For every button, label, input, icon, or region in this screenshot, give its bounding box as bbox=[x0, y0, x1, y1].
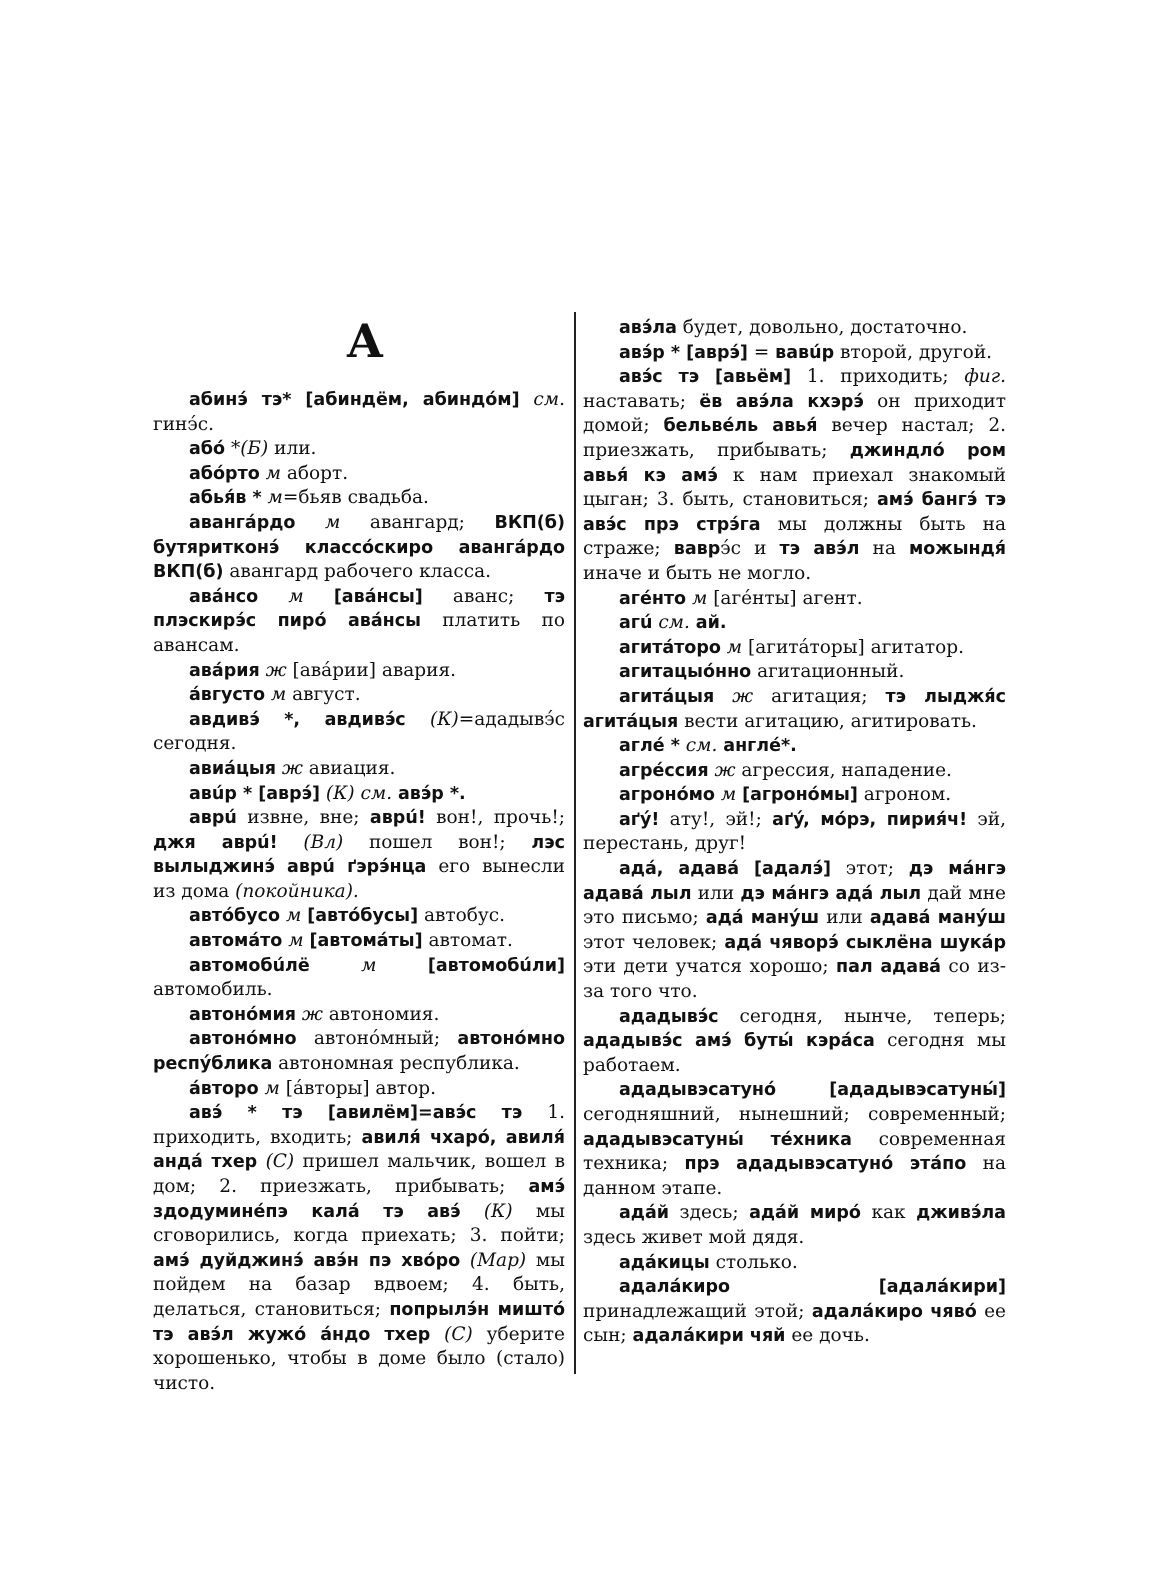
definition-text: эти дети учатся хорошо; bbox=[583, 956, 837, 978]
grammar-label: ж bbox=[281, 757, 303, 779]
definition-text: авангард рабочего класса. bbox=[223, 561, 492, 583]
headword: ВКП(б) бутяритконэ́ классóскиро авангáрдо ВКП(б) bbox=[153, 512, 565, 583]
headword: аврú bbox=[189, 808, 237, 829]
headword: автонóмно bbox=[189, 1029, 297, 1050]
dictionary-entry bbox=[583, 587, 1006, 612]
headword: дэ мáнгэ адавá лыл bbox=[583, 859, 1006, 904]
definition-text: автомобиль. bbox=[153, 979, 273, 1001]
headword: авáнсо bbox=[189, 586, 259, 607]
headword: амэ́ бангэ́ тэ авэ́с прэ стрэ́га bbox=[583, 490, 1007, 535]
grammar-label: м bbox=[691, 587, 708, 609]
dictionary-entry bbox=[153, 659, 565, 684]
headword: амэ́ дуйджинэ́ авэ́н пэ хвóро bbox=[153, 1250, 461, 1271]
definition-text: иначе и быть не могло. bbox=[583, 562, 812, 584]
dictionary-entry bbox=[583, 1275, 1006, 1349]
definition-text: сегодня мы работаем. bbox=[583, 1030, 1006, 1076]
headword: авáрия bbox=[189, 660, 260, 681]
dictionary-entry bbox=[153, 1077, 565, 1102]
definition-text: [агитáторы] агитатор. bbox=[742, 636, 964, 658]
dictionary-entry bbox=[583, 857, 1006, 1005]
dictionary-entry bbox=[583, 783, 1006, 808]
definition-text bbox=[304, 586, 334, 607]
headword: авэ́ * тэ [авилём]=авэ́с тэ bbox=[189, 1103, 523, 1124]
headword: тэ авэ́л bbox=[779, 539, 860, 560]
headword: англé*. bbox=[723, 736, 797, 757]
headword: [автомобúли] bbox=[427, 955, 565, 976]
grammar-label: ж bbox=[265, 659, 287, 681]
dictionary-entry bbox=[153, 904, 565, 929]
grammar-label: (Мар) bbox=[469, 1249, 527, 1271]
definition-text: вечер настал; 2. приезжать, прибывать; bbox=[583, 415, 1006, 461]
dictionary-entry bbox=[583, 365, 1006, 586]
headword: авангáрдо bbox=[189, 512, 296, 533]
definition-text: авиация. bbox=[302, 757, 396, 779]
definition-text bbox=[376, 955, 427, 976]
definition-text bbox=[430, 1324, 444, 1345]
headword: адáй мирó bbox=[749, 1203, 861, 1224]
definition-text: уберите хорошенько, чтобы в доме было (стало) чисто. bbox=[153, 1323, 565, 1394]
definition-text: август. bbox=[286, 684, 361, 706]
definition-text: на bbox=[859, 538, 909, 560]
left-entries bbox=[153, 388, 565, 1396]
definition-text: автономия. bbox=[322, 1003, 440, 1025]
definition-text: = bbox=[747, 341, 776, 363]
definition-text bbox=[460, 1250, 470, 1271]
headword: адá, адавá [адалэ́] bbox=[619, 859, 831, 880]
headword: авэ́р * [аврэ́] bbox=[619, 342, 748, 363]
grammar-label: м bbox=[325, 511, 341, 533]
headword: можындя́ bbox=[908, 539, 1006, 560]
grammar-label: ж bbox=[301, 1003, 323, 1025]
definition-text: мы сговорились, когда приехать; 3. пойти; bbox=[153, 1200, 565, 1247]
grammar-label: м bbox=[264, 1077, 280, 1099]
definition-text: [áвторы] автор. bbox=[279, 1077, 436, 1099]
dictionary-entry bbox=[153, 929, 565, 954]
headword: áвторо bbox=[189, 1078, 259, 1099]
dictionary-entry bbox=[583, 734, 1006, 759]
definition-text: к нам приехал знакомый цыган; 3. быть, становиться; bbox=[583, 464, 1006, 511]
definition-text bbox=[461, 1201, 484, 1222]
definition-text: со из-за того что. bbox=[583, 956, 1006, 1003]
dictionary-entry bbox=[583, 759, 1006, 784]
headword: прэ ададывэсатунó этáпо bbox=[684, 1154, 967, 1175]
definition-text: или bbox=[819, 907, 870, 929]
definition-text: э́с и bbox=[720, 538, 780, 560]
dictionary-entry bbox=[153, 437, 565, 462]
headword: агú bbox=[619, 613, 653, 634]
dictionary-entry bbox=[583, 808, 1006, 857]
definition-text: он приходит домой; bbox=[583, 390, 1006, 437]
headword: агéнто bbox=[619, 588, 687, 609]
grammar-label: м bbox=[361, 954, 377, 976]
definition-text: этот; bbox=[830, 858, 909, 880]
definition-text: автонóмный; bbox=[296, 1028, 458, 1050]
grammar-label: м bbox=[265, 462, 281, 484]
definition-text: дай мне это письмо; bbox=[583, 882, 1007, 929]
headword: адáй bbox=[619, 1203, 670, 1224]
headword: ададывэсатуны́ тéхника bbox=[583, 1129, 852, 1150]
definition-text: здесь; bbox=[669, 1202, 750, 1224]
headword: авэ́р *. bbox=[398, 783, 466, 804]
headword: лэс вылыджинэ́ аврú ґэрэ́нца bbox=[153, 832, 565, 878]
definition-text bbox=[295, 512, 325, 533]
definition-text: как bbox=[860, 1202, 917, 1224]
definition-text: автобус. bbox=[418, 905, 506, 927]
headword: абинэ́ тэ* [абиндём, абиндóм] bbox=[189, 390, 520, 410]
grammar-label: м bbox=[726, 636, 743, 658]
headword: ададывэ́с амэ́ буты́ кэрáса bbox=[583, 1031, 875, 1052]
definition-text: автомат. bbox=[422, 930, 513, 952]
definition-text: 1. приходить; bbox=[791, 366, 965, 388]
headword: ададывэсатунó [ададывэсатуны́] bbox=[619, 1080, 1006, 1101]
headword: авиля́ чхарó, авиля́ андá тхер bbox=[153, 1127, 565, 1173]
headword: áвгусто bbox=[189, 685, 265, 706]
definition-text: принадлежащий этой; bbox=[583, 1300, 812, 1322]
headword: агрéссия bbox=[619, 760, 709, 781]
headword: адавá манýш bbox=[869, 908, 1006, 929]
definition-text: этот человек; bbox=[583, 931, 725, 953]
dictionary-entry bbox=[153, 954, 565, 1003]
headword: абóрто bbox=[189, 463, 260, 484]
headword: адалáкиро чявó bbox=[811, 1301, 977, 1322]
dictionary-entry bbox=[153, 462, 565, 487]
definition-text: аванс; bbox=[422, 585, 545, 607]
definition-text bbox=[278, 832, 304, 853]
headword: вавр bbox=[673, 539, 721, 560]
definition-text bbox=[714, 686, 732, 707]
grammar-label: ж bbox=[714, 759, 736, 781]
headword: агронóмо bbox=[619, 785, 715, 806]
definition-text: второй, другой. bbox=[834, 341, 993, 363]
dictionary-entry bbox=[153, 388, 565, 437]
definition-text: вести агитацию, агитировать. bbox=[678, 710, 977, 732]
headword: агитацыóнно bbox=[619, 662, 752, 683]
headword: автóбусо bbox=[189, 906, 281, 927]
headword: вавúр bbox=[775, 342, 835, 363]
definition-text bbox=[258, 586, 288, 607]
headword: джиндлó ром авья́ кэ амэ́ bbox=[583, 440, 1006, 486]
definition-text: эй, перестань, друг! bbox=[583, 808, 1007, 855]
headword: аґý! bbox=[619, 809, 660, 830]
dictionary-entry bbox=[153, 585, 565, 659]
headword: ёв авэ́ла кхэрэ́ bbox=[699, 391, 864, 412]
definition-text bbox=[520, 389, 534, 410]
definition-text: агитационный. bbox=[751, 661, 905, 683]
headword: джя аврú! bbox=[153, 832, 278, 853]
headword: адá чяворэ́ сыклёна шукáр bbox=[724, 932, 1006, 953]
dictionary-entry bbox=[583, 1078, 1006, 1201]
dictionary-entry bbox=[583, 660, 1006, 685]
grammar-label: м bbox=[288, 585, 304, 607]
dictionary-entry bbox=[153, 708, 565, 757]
grammar-label: м bbox=[285, 905, 302, 927]
headword: автомáто bbox=[189, 931, 283, 952]
headword: пал адавá bbox=[836, 957, 941, 978]
definition-text: здесь живет мой дядя. bbox=[583, 1226, 805, 1248]
definition-text: ее дочь. bbox=[785, 1325, 870, 1347]
dictionary-entry bbox=[153, 1003, 565, 1028]
definition-text: агрессия, нападение. bbox=[735, 759, 952, 781]
headword: агитáцыя bbox=[619, 686, 715, 707]
headword: [авáнсы] bbox=[333, 586, 423, 607]
dictionary-entry bbox=[153, 1027, 565, 1076]
definition-text: пошел вон!; bbox=[343, 831, 532, 853]
dictionary-entry bbox=[153, 486, 565, 511]
definition-text: [авáрии] авария. bbox=[286, 659, 457, 681]
headword: аглé * bbox=[619, 736, 680, 757]
definition-text: =ададывэ́с сегодня. bbox=[153, 708, 565, 755]
grammar-label: м bbox=[720, 784, 737, 806]
dictionary-entry bbox=[153, 511, 565, 585]
definition-text: платить по авансам. bbox=[153, 610, 566, 656]
definition-text: =бьяв свадьба. bbox=[282, 487, 429, 509]
dictionary-entry bbox=[583, 611, 1006, 636]
headword: авдивэ́ *, авдивэ́с bbox=[189, 709, 406, 730]
headword: авэ́с тэ [авьём] bbox=[619, 367, 792, 388]
dictionary-entry bbox=[583, 316, 1006, 341]
headword: автонóмия bbox=[189, 1004, 296, 1025]
headword: попрылэ́н миштó тэ авэ́л жужó áндо тхер bbox=[153, 1299, 566, 1345]
headword: амэ́ здодуминéпэ калá тэ авэ́ bbox=[153, 1177, 565, 1222]
definition-text: [агéнты] агент. bbox=[707, 587, 863, 609]
grammar-label: м bbox=[267, 487, 283, 509]
definition-text: столько. bbox=[709, 1251, 798, 1273]
definition-text bbox=[406, 709, 430, 730]
headword: дэ мáнгэ адá лыл bbox=[740, 883, 922, 904]
grammar-label: (Б) bbox=[240, 438, 269, 460]
headword: адá манýш bbox=[705, 908, 820, 929]
dictionary-entry bbox=[583, 1201, 1006, 1250]
definition-text: 1. приходить, входить; bbox=[153, 1102, 565, 1148]
definition-text: современная техника; bbox=[583, 1128, 1006, 1175]
definition-text: его вынесли из дома bbox=[153, 856, 565, 902]
definition-text: или bbox=[691, 882, 741, 904]
grammar-label: (С) bbox=[265, 1151, 295, 1173]
definition-text: или. bbox=[268, 438, 317, 460]
grammar-label: см. bbox=[658, 612, 690, 634]
definition-text bbox=[310, 955, 361, 976]
grammar-label: м bbox=[288, 930, 304, 952]
definition-text: аборт. bbox=[280, 462, 349, 484]
definition-text: ее сын; bbox=[583, 1300, 1006, 1347]
grammar-label: фиг. bbox=[964, 366, 1006, 388]
dictionary-entry bbox=[153, 1101, 565, 1396]
definition-text: агроном. bbox=[857, 784, 952, 806]
headword: тэ плэскирэ́с пирó авáнсы bbox=[153, 586, 565, 632]
headword: авэ́ла bbox=[619, 318, 677, 338]
headword: аврú! bbox=[369, 808, 426, 829]
dictionary-entry bbox=[153, 757, 565, 782]
dictionary-entry bbox=[583, 1251, 1006, 1276]
headword: автомобúлё bbox=[189, 955, 310, 976]
grammar-label: (К) bbox=[430, 708, 459, 730]
headword: адалáкири чяй bbox=[632, 1326, 786, 1347]
definition-text: наставать; bbox=[583, 390, 700, 412]
grammar-label: см. bbox=[685, 735, 718, 757]
definition-text: на данном этапе. bbox=[583, 1153, 1007, 1199]
headword: авиáцыя bbox=[189, 758, 276, 779]
definition-text: гинэ́с. bbox=[153, 413, 214, 435]
headword: тэ лыджя́с агитáцыя bbox=[583, 686, 1006, 732]
headword: аґý, мóрэ, пирия́ч! bbox=[772, 809, 968, 830]
dictionary-entry bbox=[153, 782, 565, 807]
grammar-label: (С) bbox=[444, 1323, 473, 1345]
definition-text: извне, вне; bbox=[236, 807, 370, 829]
grammar-label: (покойника). bbox=[235, 880, 359, 902]
headword: ай. bbox=[695, 613, 727, 634]
definition-text: ату!, эй!; bbox=[659, 808, 773, 830]
definition-text: мы должны быть на страже; bbox=[583, 513, 1006, 560]
grammar-label: (К) см. bbox=[325, 782, 393, 804]
definition-text: авангард; bbox=[340, 511, 495, 533]
definition-text: агитация; bbox=[753, 685, 886, 707]
headword: [автóбусы] bbox=[307, 906, 419, 927]
headword: ададывэ́с bbox=[619, 1006, 719, 1027]
column-divider bbox=[574, 312, 576, 1374]
definition-text: вон!, прочь!; bbox=[425, 807, 565, 829]
headword: агитáторо bbox=[619, 637, 721, 658]
headword: абья́в * bbox=[189, 488, 262, 509]
definition-text bbox=[257, 1151, 265, 1172]
grammar-label: (Вл) bbox=[303, 831, 344, 853]
dictionary-entry bbox=[583, 1005, 1006, 1079]
dictionary-entry bbox=[583, 636, 1006, 661]
right-entries bbox=[583, 316, 1006, 1349]
grammar-label: (К) bbox=[483, 1200, 513, 1222]
headword: адалáкиро [адалáкири] bbox=[619, 1277, 1006, 1298]
headword: абó bbox=[189, 439, 226, 460]
headword: авúр * [аврэ́] bbox=[189, 783, 320, 804]
definition-text: будет, довольно, достаточно. bbox=[676, 317, 968, 338]
headword: бельвéль авья́ bbox=[663, 416, 818, 437]
dictionary-entry bbox=[153, 806, 565, 904]
headword: [агронóмы] bbox=[742, 785, 858, 806]
grammar-label: ж bbox=[732, 685, 754, 707]
definition-text: * bbox=[225, 438, 241, 460]
dictionary-entry bbox=[583, 685, 1006, 734]
left-column bbox=[153, 316, 565, 1396]
definition-text: пришел мальчик, вошел в дом; 2. приезжать, прибывать; bbox=[153, 1151, 565, 1197]
right-column bbox=[583, 316, 1006, 1349]
dictionary-entry bbox=[583, 341, 1006, 366]
definition-text: автономная республика. bbox=[272, 1053, 520, 1075]
definition-text: сегодня, нынче, теперь; bbox=[718, 1005, 1006, 1027]
section-letter: А bbox=[346, 314, 384, 368]
dictionary-entry bbox=[153, 683, 565, 708]
definition-text: мы пойдем на базар вдвоем; 4. быть, делаться, становиться; bbox=[153, 1249, 565, 1320]
grammar-label: см. bbox=[533, 389, 565, 410]
headword: адáкицы bbox=[619, 1252, 710, 1273]
headword: [автомáты] bbox=[309, 931, 423, 952]
definition-text: сегодняшний, нынешний; современный; bbox=[583, 1104, 1006, 1125]
headword: дживэ́ла bbox=[916, 1203, 1006, 1224]
headword: автонóмно респýблика bbox=[153, 1029, 565, 1075]
grammar-label: м bbox=[270, 684, 287, 706]
